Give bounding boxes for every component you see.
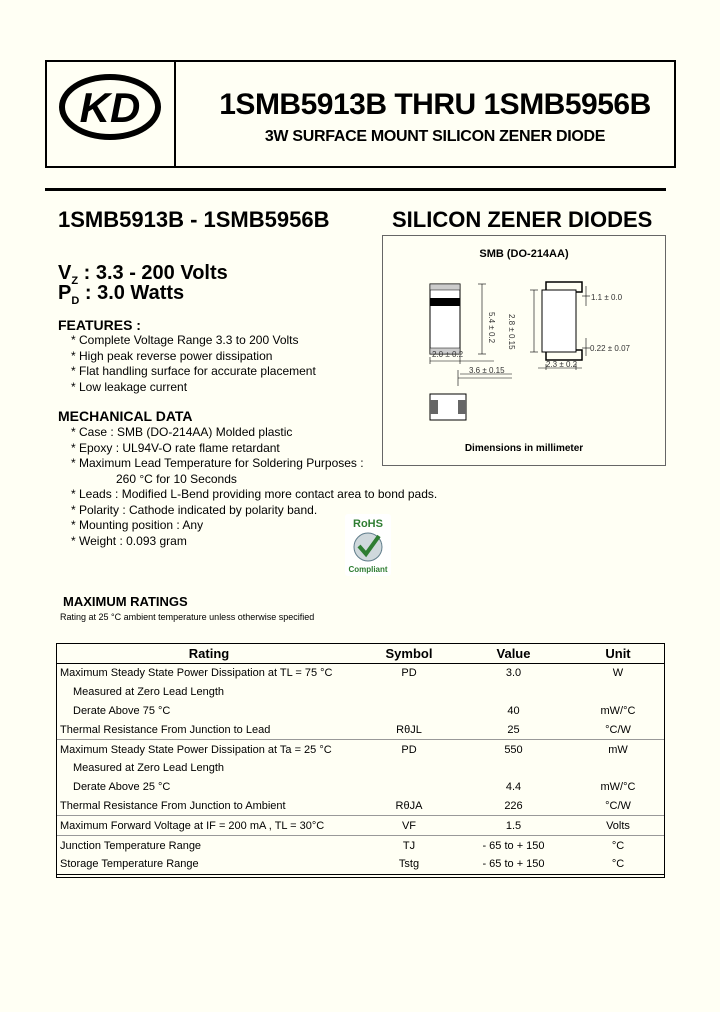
cell-rating: Derate Above 25 °C	[73, 781, 171, 794]
list-item: * Epoxy : UL94V-O rate flame retardant	[71, 440, 280, 455]
rohs-badge	[345, 514, 391, 576]
features-title: FEATURES :	[58, 317, 141, 333]
cell-rating: Maximum Steady State Power Dissipation at Ta = 25 °C	[56, 740, 362, 759]
part-subtitle: 3W SURFACE MOUNT SILICON ZENER DIODE	[264, 128, 606, 145]
cell-symbol: PD	[401, 667, 417, 680]
cell-value: - 65 to + 150	[456, 836, 571, 855]
list-item: * Leads : Modified L-Bend providing more contact area to bond pads.	[71, 487, 438, 501]
svg-text:RoHS: RoHS	[353, 518, 383, 530]
package-title: SMB (DO-214AA)	[479, 248, 569, 260]
cell-unit: °C	[571, 836, 665, 855]
cell-symbol: TJ	[362, 836, 456, 855]
header-rule	[45, 188, 666, 191]
cell-rating: Thermal Resistance From Junction to Ambient	[60, 799, 286, 812]
cell-value	[456, 683, 571, 702]
dimension-label: 0.22 ± 0.07	[590, 344, 630, 353]
cell-unit: W	[612, 667, 624, 680]
cell-symbol	[362, 683, 456, 702]
cell-rating: Maximum Steady State Power Dissipation at TL = 75 °C	[60, 667, 333, 680]
cell-value	[456, 759, 571, 778]
cell-unit: mW/°C	[600, 704, 636, 717]
cell-value: 226	[504, 799, 523, 812]
cell-symbol: Tstg	[362, 855, 456, 874]
header-divider	[174, 60, 176, 168]
dimension-label: 2.3 ± 0.2	[546, 360, 578, 369]
dimension-label: 3.6 ± 0.15	[469, 366, 505, 375]
cell-symbol: RθJL	[396, 723, 422, 736]
cell-symbol	[362, 778, 456, 797]
cell-rating: Measured at Zero Lead Length	[73, 762, 225, 775]
table-row	[56, 683, 665, 702]
table-row	[56, 816, 665, 836]
cell-value: 550	[456, 740, 571, 759]
cell-unit: mW/°C	[600, 781, 636, 794]
list-item: * Flat handling surface for accurate placement	[71, 364, 316, 378]
table-row	[56, 855, 665, 874]
ratings-title: MAXIMUM RATINGS	[63, 594, 188, 609]
cell-rating: Junction Temperature Range	[56, 836, 362, 855]
cell-unit: °C	[571, 855, 665, 874]
header-symbol: Symbol	[362, 643, 456, 664]
list-item: * Maximum Lead Temperature for Soldering Purposes :	[71, 456, 364, 470]
cell-unit: °C/W	[605, 723, 631, 736]
svg-text:KD: KD	[79, 84, 141, 131]
header-unit: Unit	[571, 643, 665, 664]
cell-unit	[571, 759, 665, 778]
list-item: * Mounting position : Any	[71, 518, 204, 532]
cell-unit: mW	[571, 740, 665, 759]
mechanical-title: MECHANICAL DATA	[58, 408, 193, 424]
part-title: 1SMB5913B THRU 1SMB5956B	[219, 88, 651, 121]
cell-symbol: VF	[362, 816, 456, 836]
list-item: * Weight : 0.093 gram	[71, 533, 187, 548]
table-row	[56, 836, 665, 855]
table-header-row	[56, 643, 665, 664]
list-item: * Complete Voltage Range 3.3 to 200 Volts	[71, 333, 299, 347]
spec-vz: $V_Z$ : 3.3 - 200 Volts	[58, 262, 228, 287]
spec-pd: $P_D$ : 3.0 Watts	[58, 282, 185, 307]
family-title: SILICON ZENER DIODES	[392, 207, 653, 232]
header-value: Value	[456, 643, 571, 664]
cell-rating: Maximum Forward Voltage at IF = 200 mA , TL = 30°C	[56, 816, 362, 836]
series-title: 1SMB5913B - 1SMB5956B	[58, 207, 330, 232]
table-row	[56, 797, 665, 816]
table-row	[56, 702, 665, 721]
list-item: * High peak reverse power dissipation	[71, 348, 273, 363]
cell-symbol: PD	[362, 740, 456, 759]
cell-rating: Derate Above 75 °C	[73, 704, 171, 717]
cell-rating: Storage Temperature Range	[56, 855, 362, 874]
table-row	[56, 720, 665, 739]
header-rating: Rating	[56, 643, 362, 664]
list-item: * Low leakage current	[71, 379, 188, 394]
dimension-label: 2.8 ± 0.15	[507, 314, 516, 350]
package-drawing	[382, 262, 666, 442]
cell-value: 40	[507, 704, 520, 717]
cell-value: 1.5	[456, 816, 571, 836]
svg-text:Compliant: Compliant	[348, 565, 388, 574]
cell-rating: Measured at Zero Lead Length	[73, 686, 225, 699]
cell-value: - 65 to + 150	[456, 855, 571, 874]
dimension-label: 2.0 ± 0.2	[432, 350, 464, 359]
list-item: * Polarity : Cathode indicated by polarity band.	[71, 502, 318, 517]
cell-symbol	[362, 759, 456, 778]
kd-logo	[57, 72, 163, 142]
features-list	[71, 333, 316, 395]
cell-symbol	[362, 702, 456, 721]
ratings-note: Rating at 25 °C ambient temperature unless otherwise specified	[60, 612, 315, 622]
table-row	[56, 740, 665, 759]
dimension-label: 5.4 ± 0.2	[487, 312, 496, 344]
dimension-label: 1.1 ± 0.0	[591, 293, 623, 302]
list-item: 260 °C for 10 Seconds	[116, 471, 237, 486]
package-footer: Dimensions in millimeter	[464, 443, 584, 454]
list-item: * Case : SMB (DO-214AA) Molded plastic	[71, 425, 293, 439]
cell-rating: Thermal Resistance From Junction to Lead	[60, 723, 271, 736]
cell-value: 3.0	[505, 667, 522, 680]
table-row	[56, 664, 665, 683]
cell-unit: Volts	[571, 816, 665, 836]
cell-value: 25	[507, 723, 520, 736]
table-row	[56, 778, 665, 797]
cell-symbol: RθJA	[395, 799, 423, 812]
cell-unit: °C/W	[605, 799, 631, 812]
cell-unit	[571, 683, 665, 702]
table-row	[56, 759, 665, 778]
cell-value: 4.4	[505, 781, 522, 794]
ratings-table	[56, 643, 665, 875]
